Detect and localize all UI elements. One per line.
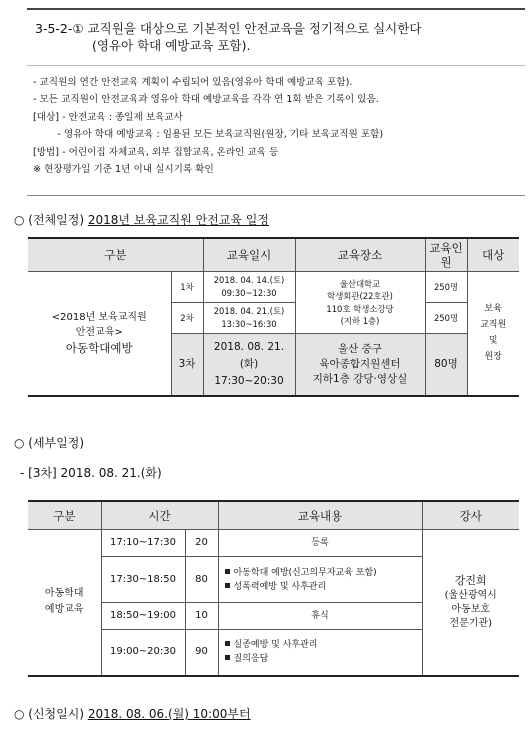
- datetime-cell: 2018. 08. 21.(화) 17:30~20:30: [203, 334, 295, 396]
- content-cell: 실종예방 및 사후관리 질의응답: [218, 630, 422, 676]
- col-header-category: 구분: [28, 501, 101, 530]
- table-row: [28, 530, 519, 557]
- content-cell: 휴식: [218, 603, 422, 630]
- table-row: [28, 272, 519, 303]
- square-bullet-icon: [225, 569, 230, 574]
- criteria-title-line1: 교직원을 대상으로 기본적인 안전교육을 정기적으로 실시한다: [87, 21, 422, 36]
- detail-schedule-table: [28, 500, 519, 677]
- overall-label: ○ (전체일정): [14, 213, 85, 227]
- col-header-content: 교육내용: [218, 501, 422, 530]
- detail-subheading: - [3차] 2018. 08. 21.(화): [20, 466, 162, 480]
- criteria-number: 3-5-2-①: [35, 21, 84, 36]
- category-cell: <2018년 보육교직원 안전교육> 아동학대예방: [28, 272, 171, 396]
- col-header-category: 구분: [28, 238, 203, 272]
- time-cell: 18:50~19:00: [101, 603, 185, 630]
- note-line: - 모든 교직원이 안전교육과 영유아 학대 예방교육을 각각 연 1회 받은 기록이 있음.: [33, 94, 379, 106]
- minutes-cell: 80: [185, 557, 218, 603]
- time-cell: 17:30~18:50: [101, 557, 185, 603]
- note-line: [방법] - 어린이집 자체교육, 외부 집합교육, 온라인 교육 등: [33, 146, 279, 158]
- people-cell: 80명: [425, 334, 467, 396]
- round-cell: 3차: [171, 334, 203, 396]
- minutes-cell: 10: [185, 603, 218, 630]
- apply-label: ○ (신청일시): [14, 707, 85, 721]
- round-cell: 1차: [171, 272, 203, 303]
- criteria-header: [35, 20, 515, 54]
- overall-title: 2018년 보육교직원 안전교육 일정: [87, 213, 269, 227]
- people-cell: 250명: [425, 303, 467, 334]
- content-cell: 등록: [218, 530, 422, 557]
- col-header-people: 교육인원: [425, 238, 467, 272]
- col-header-place: 교육장소: [295, 238, 425, 272]
- col-header-time: 시간: [101, 501, 218, 530]
- criteria-notes: [33, 74, 519, 178]
- datetime-cell: 2018. 04. 21.(토) 13:30~16:30: [203, 303, 295, 334]
- apply-section-heading: [14, 705, 251, 722]
- place-cell: 울산 중구 육아종합지원센터 지하1층 강당·영상실: [295, 334, 425, 396]
- note-line: - 교직원의 연간 안전교육 계획이 수립되어 있음(영유아 학대 예방교육 포함).: [33, 77, 353, 88]
- content-cell: 아동학대 예방(신고의무자교육 포함) 성폭력예방 및 사후관리: [218, 557, 422, 603]
- time-cell: 19:00~20:30: [101, 630, 185, 676]
- col-header-instructor: 강사: [422, 501, 519, 530]
- square-bullet-icon: [225, 655, 230, 660]
- criteria-box: [27, 8, 525, 196]
- category-cell: 아동학대 예방교육: [28, 530, 101, 676]
- col-header-target: 대상: [467, 238, 519, 272]
- square-bullet-icon: [225, 583, 230, 588]
- col-header-datetime: 교육일시: [203, 238, 295, 272]
- note-line: - 영유아 학대 예방교육 : 임용된 모든 보육교직원(원장, 기타 보육교직원 포함): [33, 129, 384, 141]
- criteria-title-line2: (영유아 학대 예방교육 포함).: [92, 38, 251, 53]
- apply-value: 2018. 08. 06.(월) 10:00부터: [87, 707, 251, 721]
- overall-schedule-table: [28, 237, 519, 397]
- round-cell: 2차: [171, 303, 203, 334]
- target-cell: 보육 교직원 및 원장: [467, 272, 519, 396]
- instructor-cell: 강진희 (울산광역시 아동보호 전문기관): [422, 530, 519, 676]
- detail-label: ○ (세부일정): [14, 436, 85, 450]
- datetime-cell: 2018. 04. 14.(토) 09:30~12:30: [203, 272, 295, 303]
- minutes-cell: 20: [185, 530, 218, 557]
- overall-section-heading: [14, 211, 269, 228]
- minutes-cell: 90: [185, 630, 218, 676]
- time-cell: 17:10~17:30: [101, 530, 185, 557]
- square-bullet-icon: [225, 641, 230, 646]
- note-line: [대상] - 안전교육 : 종일제 보육교사: [33, 111, 183, 123]
- divider: [27, 65, 525, 66]
- place-cell: 울산대학교 학생회관(22호관) 110호 학생소강당 (지하 1층): [295, 272, 425, 334]
- detail-section-heading: [14, 434, 84, 451]
- people-cell: 250명: [425, 272, 467, 303]
- note-line: ※ 현장평가일 기준 1년 이내 실시기록 확인: [33, 164, 214, 176]
